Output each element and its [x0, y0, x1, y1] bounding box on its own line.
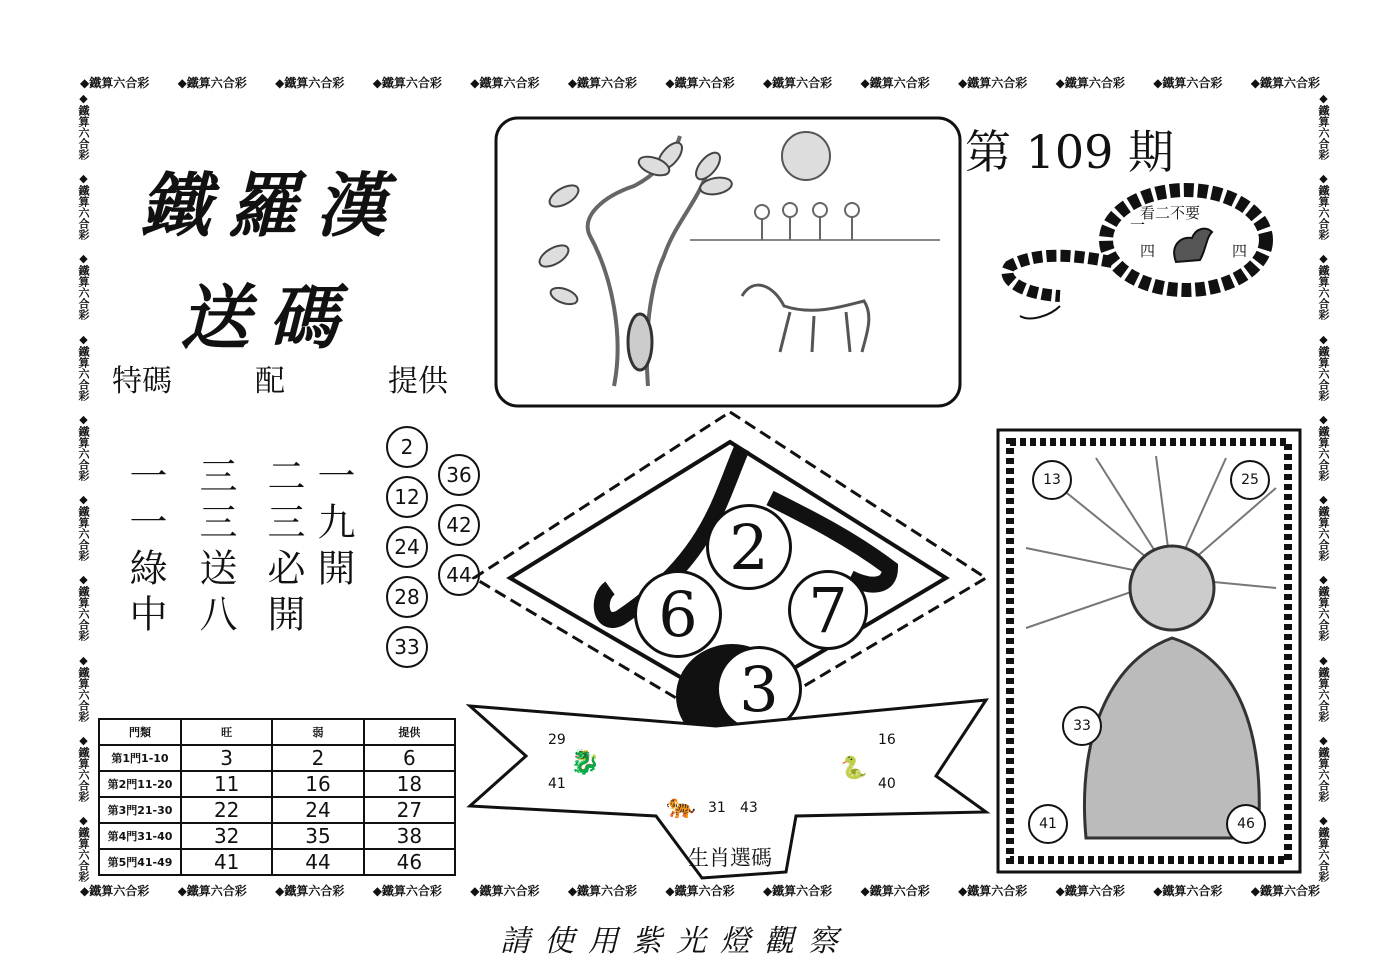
cell-weak: 35 — [272, 823, 363, 849]
border-text: ◆鐵算六合彩 — [77, 92, 90, 160]
title-line-1: 鐵羅漢 — [140, 164, 404, 247]
border-text: ◆鐵算六合彩 — [177, 75, 247, 90]
border-top — [80, 72, 1320, 92]
border-text: ◆鐵算六合彩 — [1317, 813, 1330, 882]
border-text: ◆鐵算六合彩 — [275, 883, 345, 898]
table-header: 門類 — [99, 719, 181, 745]
circled-number: 12 — [386, 476, 428, 518]
diamond-number: 2 — [706, 504, 792, 590]
hint-column-4: 一九開 — [311, 456, 355, 594]
table-row — [99, 849, 455, 875]
border-text: ◆鐵算六合彩 — [77, 493, 90, 562]
border-text: ◆鐵算六合彩 — [77, 252, 90, 321]
row-label: 第2門11-20 — [99, 771, 181, 797]
border-text: ◆鐵算六合彩 — [1317, 412, 1330, 481]
zodiac-snake-icon: 🐍 — [840, 756, 868, 781]
banner-label: 生肖選碼 — [688, 846, 772, 870]
border-text: ◆鐵算六合彩 — [77, 412, 90, 481]
cell-strong: 11 — [181, 771, 272, 797]
cell-weak: 44 — [272, 849, 363, 875]
border-text: ◆鐵算六合彩 — [1250, 75, 1320, 90]
banner-left-top: 29 — [548, 732, 566, 748]
border-left — [74, 92, 92, 882]
border-text: ◆鐵算六合彩 — [77, 653, 90, 722]
banner-center-b: 43 — [740, 800, 758, 816]
beads-text-r4: 四 — [1232, 242, 1248, 260]
cell-weak: 24 — [272, 797, 363, 823]
border-text: ◆鐵算六合彩 — [958, 75, 1028, 90]
portrait-number: 46 — [1226, 804, 1266, 844]
beads-text-top: 看二不要 — [1140, 204, 1201, 222]
table-row — [99, 745, 455, 771]
beads-text-l4: 四 — [1140, 242, 1156, 260]
border-text: ◆鐵算六合彩 — [470, 75, 540, 90]
border-right — [1314, 92, 1332, 882]
border-text: ◆鐵算六合彩 — [1055, 75, 1125, 90]
hint-column-1: 一一綠中 — [123, 456, 167, 640]
cell-weak: 2 — [272, 745, 363, 771]
banner-right-bottom: 40 — [878, 776, 896, 792]
cell-offer: 38 — [364, 823, 455, 849]
border-text: ◆鐵算六合彩 — [77, 733, 90, 802]
border-text: ◆鐵算六合彩 — [958, 883, 1028, 898]
border-text: ◆鐵算六合彩 — [275, 75, 345, 90]
border-text: ◆鐵算六合彩 — [1317, 733, 1330, 802]
border-text: ◆鐵算六合彩 — [77, 332, 90, 401]
border-text: ◆鐵算六合彩 — [1250, 883, 1320, 898]
offer-mid: 配 — [255, 364, 285, 399]
row-label: 第1門1-10 — [99, 745, 181, 771]
tree-horse-illustration — [494, 116, 962, 408]
cell-strong: 3 — [181, 745, 272, 771]
title-line-2: 送碼 — [180, 276, 356, 359]
border-text: ◆鐵算六合彩 — [665, 75, 735, 90]
portrait-number: 41 — [1028, 804, 1068, 844]
circled-number: 28 — [386, 576, 428, 618]
banner-right-top: 16 — [878, 732, 896, 748]
border-text: ◆鐵算六合彩 — [77, 172, 90, 241]
portrait-number: 25 — [1230, 460, 1270, 500]
border-text: ◆鐵算六合彩 — [1317, 493, 1330, 562]
period-label: 第 109 期 — [965, 125, 1175, 179]
border-text: ◆鐵算六合彩 — [1317, 252, 1330, 321]
cell-offer: 27 — [364, 797, 455, 823]
circled-number: 24 — [386, 526, 428, 568]
border-text: ◆鐵算六合彩 — [372, 883, 442, 898]
banner-center-a: 31 — [708, 800, 726, 816]
border-text: ◆鐵算六合彩 — [80, 75, 150, 90]
border-text: ◆鐵算六合彩 — [860, 883, 930, 898]
table-header: 旺 — [181, 719, 272, 745]
portrait-number: 33 — [1062, 706, 1102, 746]
border-text: ◆鐵算六合彩 — [762, 883, 833, 898]
table-row — [99, 771, 455, 797]
border-text: ◆鐵算六合彩 — [665, 883, 735, 898]
border-text: ◆鐵算六合彩 — [1317, 573, 1330, 642]
row-label: 第5門41-49 — [99, 849, 181, 875]
diamond-number: 6 — [634, 570, 722, 658]
footer-note: 請使用紫光燈觀察 — [500, 924, 852, 959]
table-row — [99, 823, 455, 849]
row-label: 第4門31-40 — [99, 823, 181, 849]
diamond-number: 3 — [716, 646, 802, 732]
border-text: ◆鐵算六合彩 — [80, 883, 150, 898]
portrait-number: 13 — [1032, 460, 1072, 500]
circled-number: 42 — [438, 504, 480, 546]
border-text: ◆鐵算六合彩 — [567, 75, 638, 90]
cell-strong: 41 — [181, 849, 272, 875]
row-label: 第3門21-30 — [99, 797, 181, 823]
circled-number: 36 — [438, 454, 480, 496]
border-text: ◆鐵算六合彩 — [1317, 332, 1330, 401]
diamond-number: 7 — [788, 570, 868, 650]
gate-table — [98, 718, 456, 876]
border-text: ◆鐵算六合彩 — [1317, 653, 1330, 722]
table-header-row — [99, 719, 455, 745]
cell-offer: 6 — [364, 745, 455, 771]
offer-left: 特碼 — [112, 364, 172, 399]
border-text: ◆鐵算六合彩 — [1055, 883, 1125, 898]
cell-offer: 18 — [364, 771, 455, 797]
border-text: ◆鐵算六合彩 — [762, 75, 833, 90]
table-header: 弱 — [272, 719, 363, 745]
circled-number: 2 — [386, 426, 428, 468]
border-text: ◆鐵算六合彩 — [470, 883, 540, 898]
border-text: ◆鐵算六合彩 — [567, 883, 638, 898]
circled-number: 33 — [386, 626, 428, 668]
zodiac-dragon-icon: 🐉 — [570, 748, 600, 776]
offer-right: 提供 — [388, 364, 448, 399]
border-text: ◆鐵算六合彩 — [1153, 75, 1223, 90]
border-text: ◆鐵算六合彩 — [77, 573, 90, 642]
zodiac-tiger-icon: 🐅 — [666, 792, 696, 820]
beads-text-left: 一 — [1130, 216, 1146, 234]
table-row — [99, 797, 455, 823]
border-text: ◆鐵算六合彩 — [1317, 92, 1330, 160]
border-text: ◆鐵算六合彩 — [1153, 883, 1223, 898]
border-text: ◆鐵算六合彩 — [77, 813, 90, 882]
table-header: 提供 — [364, 719, 455, 745]
border-text: ◆鐵算六合彩 — [1317, 172, 1330, 241]
circled-number: 44 — [438, 554, 480, 596]
cell-strong: 32 — [181, 823, 272, 849]
border-text: ◆鐵算六合彩 — [372, 75, 442, 90]
cell-strong: 22 — [181, 797, 272, 823]
border-text: ◆鐵算六合彩 — [860, 75, 930, 90]
hint-column-3: 二三必開 — [261, 456, 305, 640]
cell-weak: 16 — [272, 771, 363, 797]
cell-offer: 46 — [364, 849, 455, 875]
banner-left-bottom: 41 — [548, 776, 566, 792]
hint-column-2: 三三送八 — [193, 456, 237, 640]
border-text: ◆鐵算六合彩 — [177, 883, 247, 898]
